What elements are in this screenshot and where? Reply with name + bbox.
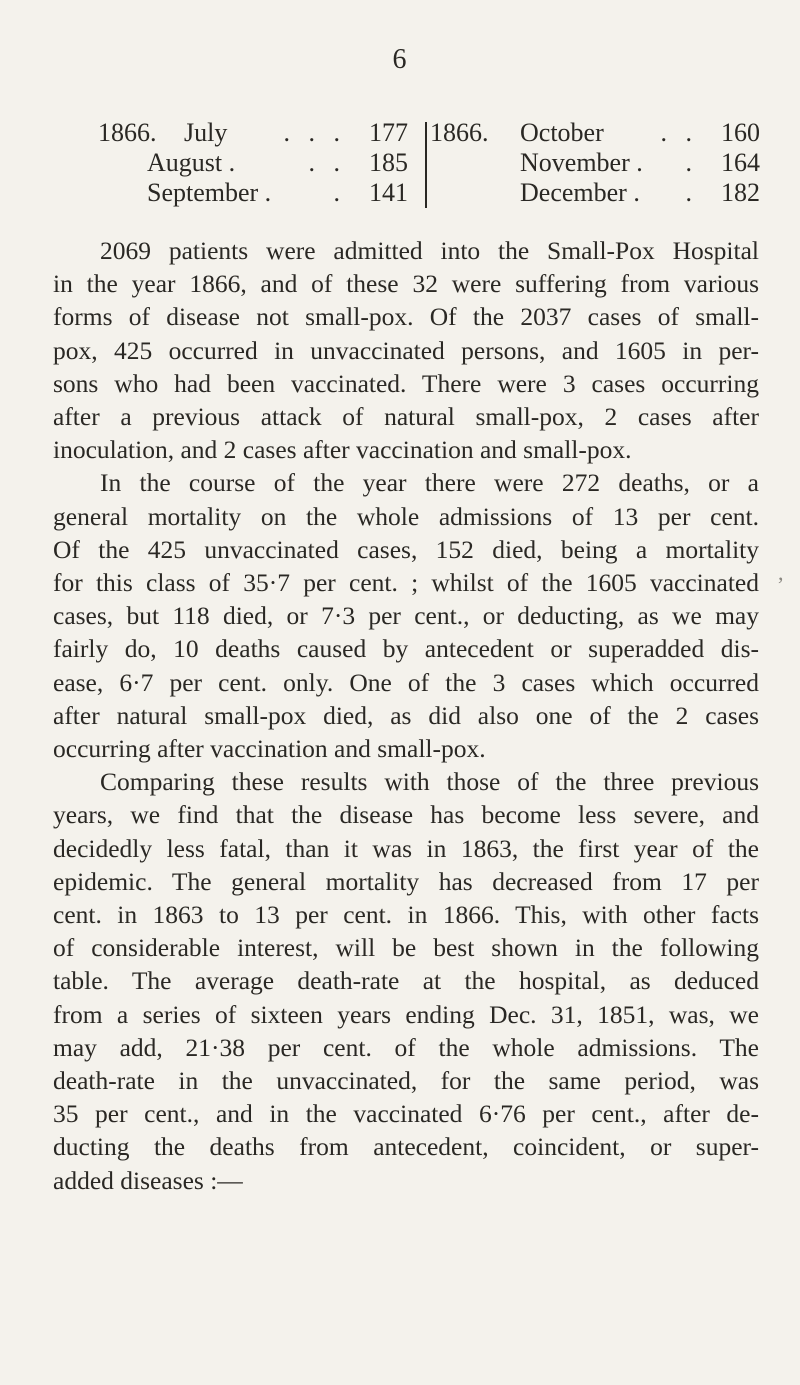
row-count: 164 — [721, 148, 760, 177]
text-line: pox, 425 occurred in unvaccinated persons, and 1605 in per- — [53, 335, 759, 365]
leader-dots: . — [685, 148, 698, 177]
table-row — [98, 118, 408, 148]
paragraph — [53, 466, 759, 765]
text-line: 35 per cent., and in the vaccinated 6·76 per cent., after de- — [53, 1099, 759, 1129]
row-count: 177 — [369, 118, 408, 147]
leader-dots: . . — [660, 118, 698, 147]
column-divider — [425, 122, 427, 208]
leader-dots: . — [685, 178, 698, 207]
text-line: In the course of the year there were 272 deaths, or a — [100, 468, 759, 498]
row-month: August . — [147, 148, 236, 177]
text-line: from a series of sixteen years ending Dec. 31, 1851, was, we — [53, 999, 759, 1029]
text-line: general mortality on the whole admissions of 13 per cent. — [53, 501, 759, 531]
body-text — [53, 234, 759, 1197]
text-line: table. The average death-rate at the hospital, as deduced — [53, 966, 759, 996]
text-line: 2069 patients were admitted into the Small-Pox Hospital — [100, 236, 759, 265]
leader-dots: . . — [308, 148, 346, 177]
row-month: December . — [520, 178, 640, 207]
monthly-admissions-table — [98, 118, 758, 208]
table-column-right — [430, 118, 760, 208]
text-line: inoculation, and 2 cases after vaccination and small-pox. — [53, 435, 632, 465]
text-line: Of the 425 unvaccinated cases, 152 died, being a mortality — [53, 534, 759, 564]
text-line: for this class of 35·7 per cent. ; whilst of the 1605 vaccinated — [53, 568, 759, 598]
row-year: 1866. — [98, 118, 157, 147]
text-line: in the year 1866, and of these 32 were suffering from various — [53, 269, 759, 299]
text-line: death-rate in the unvaccinated, for the same period, was — [53, 1066, 759, 1096]
text-line: years, we find that the disease has become less severe, and — [53, 800, 759, 830]
text-line: may add, 21·38 per cent. of the whole admissions. The — [53, 1032, 759, 1062]
text-line: after natural small-pox died, as did also one of the 2 cases — [53, 700, 759, 730]
text-line: fairly do, 10 deaths caused by antecedent or superadded dis- — [53, 634, 759, 664]
table-row — [98, 148, 408, 178]
table-row — [430, 178, 760, 208]
table-column-left — [98, 118, 408, 208]
text-line: decidedly less fatal, than it was in 1863, the first year of the — [53, 833, 759, 863]
text-line: added diseases :— — [53, 1165, 243, 1195]
row-month: July — [184, 118, 228, 147]
text-line: Comparing these results with those of the three previous — [100, 767, 759, 797]
table-row — [430, 148, 760, 178]
row-month: November . — [520, 148, 643, 177]
table-row — [430, 118, 760, 148]
text-line: cent. in 1863 to 13 per cent. in 1866. This, with other facts — [53, 900, 759, 930]
row-count: 185 — [369, 148, 408, 177]
paragraph — [53, 234, 759, 466]
text-line: epidemic. The general mortality has decreased from 17 per — [53, 866, 759, 896]
row-month: September . — [147, 178, 272, 207]
text-line: after a previous attack of natural small-pox, 2 cases after — [53, 402, 759, 432]
page-number: 6 — [392, 44, 408, 75]
row-count: 141 — [369, 178, 408, 207]
row-count: 182 — [721, 178, 760, 207]
text-line: ducting the deaths from antecedent, coincident, or super- — [53, 1132, 759, 1162]
text-line: sons who had been vaccinated. There were 3 cases occurring — [53, 368, 759, 398]
text-line: occurring after vaccination and small-pox. — [53, 734, 486, 764]
text-line: ease, 6·7 per cent. only. One of the 3 cases which occurred — [53, 667, 759, 697]
paragraph — [53, 765, 759, 1197]
stray-mark: , — [778, 560, 784, 585]
text-line: of considerable interest, will be best shown in the following — [53, 933, 759, 963]
row-year: 1866. — [430, 118, 489, 147]
leader-dots: . . . — [283, 118, 346, 147]
table-row — [98, 178, 408, 208]
text-line: cases, but 118 died, or 7·3 per cent., or deducting, as we may — [53, 601, 759, 631]
text-line: forms of disease not small-pox. Of the 2037 cases of small- — [53, 302, 759, 332]
row-month: October — [520, 118, 604, 147]
row-count: 160 — [721, 118, 760, 147]
leader-dots: . — [333, 178, 346, 207]
